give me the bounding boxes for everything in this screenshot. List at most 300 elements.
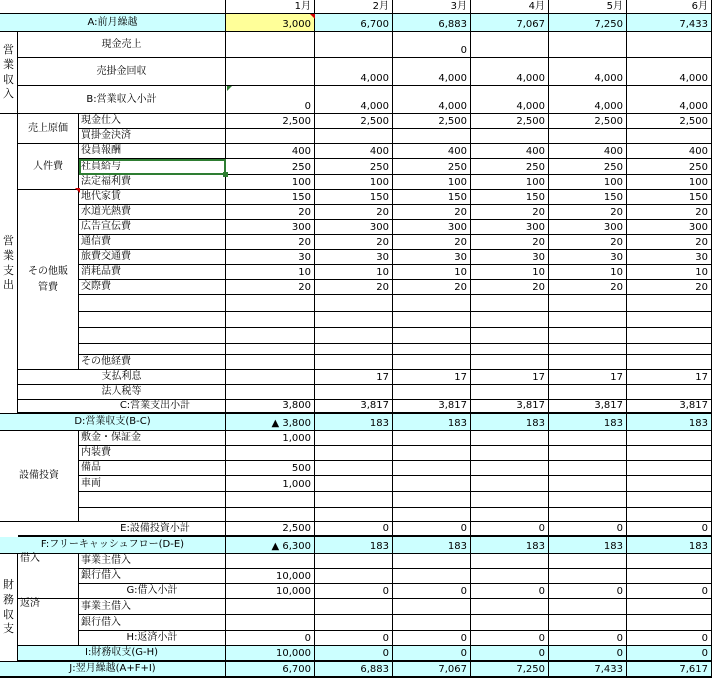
cell-repay_bank-m2[interactable] xyxy=(315,615,393,631)
cell-B-m3[interactable]: 4,000 xyxy=(393,86,471,114)
row-label-G: G:借入小計 xyxy=(79,584,226,599)
cell-A-m2[interactable]: 6,700 xyxy=(315,14,393,32)
row-label-C: C:営業支出小計 xyxy=(18,400,226,414)
row-label-vehicle: 車両 xyxy=(79,476,226,492)
cell-ap-m3[interactable] xyxy=(393,129,471,144)
cell-equipment-m4[interactable] xyxy=(471,461,549,476)
cell-B-m6[interactable]: 4,000 xyxy=(627,86,712,114)
cell-blank5-m1[interactable] xyxy=(226,492,315,508)
cell-ads-m2[interactable]: 300 xyxy=(315,220,393,235)
cell-B-m2[interactable]: 4,000 xyxy=(315,86,393,114)
cell-ar-m3[interactable]: 4,000 xyxy=(393,58,471,86)
cell-G-m4[interactable]: 0 xyxy=(471,584,549,599)
row-label-enter: 交際費 xyxy=(79,280,226,295)
cell-E-m5[interactable]: 0 xyxy=(549,522,627,537)
cell-cash_sales-m3[interactable]: 0 xyxy=(393,32,471,58)
cell-borrow_owner-m5[interactable] xyxy=(549,554,627,569)
cell-cash_purchase-m6[interactable]: 2,500 xyxy=(627,114,712,129)
cell-comm-m5[interactable]: 20 xyxy=(549,235,627,250)
cell-equipment-m1[interactable]: 500 xyxy=(226,461,315,476)
row-label-ar: 売掛金回収 xyxy=(18,58,226,86)
cell-B-m4[interactable]: 4,000 xyxy=(471,86,549,114)
cell-enter-m4[interactable]: 20 xyxy=(471,280,549,295)
cell-blank2-m5[interactable] xyxy=(549,312,627,328)
cell-H-m5[interactable]: 0 xyxy=(549,631,627,646)
row-label-H: H:返済小計 xyxy=(79,631,226,646)
group-cost-of-sales: 売上原価 xyxy=(18,114,79,144)
cell-rent-m5[interactable]: 150 xyxy=(549,190,627,205)
cell-repay_bank-m3[interactable] xyxy=(393,615,471,631)
cell-blank1-m3[interactable] xyxy=(393,295,471,312)
cell-interior-m3[interactable] xyxy=(393,446,471,461)
row-label-comm: 通信費 xyxy=(79,235,226,250)
cell-borrow_owner-m6[interactable] xyxy=(627,554,712,569)
cell-G-m3[interactable]: 0 xyxy=(393,584,471,599)
row-label-I: I:財務収支(G-H) xyxy=(18,646,226,662)
cell-ap-m2[interactable] xyxy=(315,129,393,144)
cell-director-m2[interactable]: 400 xyxy=(315,144,393,159)
cell-borrow_owner-m1[interactable] xyxy=(226,554,315,569)
cell-blank6-m3[interactable] xyxy=(393,508,471,522)
cell-ads-m1[interactable]: 300 xyxy=(226,220,315,235)
cell-C-m1[interactable]: 3,800 xyxy=(226,400,315,414)
cell-borrow_owner-m4[interactable] xyxy=(471,554,549,569)
month-header-2: 2月 xyxy=(315,0,393,14)
cell-welfare-m2[interactable]: 100 xyxy=(315,175,393,190)
cell-borrow_owner-m2[interactable] xyxy=(315,554,393,569)
cell-ap-m6[interactable] xyxy=(627,129,712,144)
cell-salary-m3[interactable]: 250 xyxy=(393,159,471,175)
comment-indicator-icon[interactable] xyxy=(75,188,80,193)
row-label-interest: 支払利息 xyxy=(18,370,226,385)
cell-E-m4[interactable]: 0 xyxy=(471,522,549,537)
row-label-blank xyxy=(79,328,226,344)
cell-tax-m3[interactable] xyxy=(393,385,471,400)
cell-interest-m4[interactable]: 17 xyxy=(471,370,549,385)
cell-J-m6[interactable]: 7,617 xyxy=(627,662,712,678)
cell-H-m4[interactable]: 0 xyxy=(471,631,549,646)
cell-I-m4[interactable]: 0 xyxy=(471,646,549,662)
cell-tax-m5[interactable] xyxy=(549,385,627,400)
cell-enter-m1[interactable]: 20 xyxy=(226,280,315,295)
cell-borrow_bank-m5[interactable] xyxy=(549,569,627,584)
cell-blank5-m3[interactable] xyxy=(393,492,471,508)
cell-tax-m4[interactable] xyxy=(471,385,549,400)
cell-D-m1[interactable]: ▲ 3,800 xyxy=(226,414,315,431)
cell-D-m2[interactable]: 183 xyxy=(315,414,393,431)
cell-I-m1[interactable]: 10,000 xyxy=(226,646,315,662)
cell-blank1-m4[interactable] xyxy=(471,295,549,312)
cell-blank2-m1[interactable] xyxy=(226,312,315,328)
cell-ar-m5[interactable]: 4,000 xyxy=(549,58,627,86)
cell-blank6-m6[interactable] xyxy=(627,508,712,522)
row-label-rent: 地代家賃 xyxy=(79,190,226,205)
group-financial: 財 務 収 支 xyxy=(0,554,18,662)
cell-comm-m1[interactable]: 20 xyxy=(226,235,315,250)
cell-G-m6[interactable]: 0 xyxy=(627,584,712,599)
cell-G-m1[interactable]: 10,000 xyxy=(226,584,315,599)
row-label-equipment: 備品 xyxy=(79,461,226,476)
cell-salary-m5[interactable]: 250 xyxy=(549,159,627,175)
cell-supplies-m1[interactable]: 10 xyxy=(226,265,315,280)
cell-F-m5[interactable]: 183 xyxy=(549,537,627,554)
cell-travel-m1[interactable]: 30 xyxy=(226,250,315,265)
cell-blank1-m1[interactable] xyxy=(226,295,315,312)
cell-J-m3[interactable]: 7,067 xyxy=(393,662,471,678)
cell-A-m5[interactable]: 7,250 xyxy=(549,14,627,32)
cell-blank6-m1[interactable] xyxy=(226,508,315,522)
cell-E-m2[interactable]: 0 xyxy=(315,522,393,537)
cell-repay_owner-m1[interactable] xyxy=(226,599,315,615)
row-label-blank xyxy=(79,344,226,355)
cell-travel-m5[interactable]: 30 xyxy=(549,250,627,265)
cell-supplies-m5[interactable]: 10 xyxy=(549,265,627,280)
cell-repay_owner-m5[interactable] xyxy=(549,599,627,615)
group-borrow: 借入 xyxy=(18,554,79,599)
cell-utility-m1[interactable]: 20 xyxy=(226,205,315,220)
row-label-D: D:営業収支(B-C) xyxy=(0,414,226,431)
cell-salary-m4[interactable]: 250 xyxy=(471,159,549,175)
row-label-A: A:前月繰越 xyxy=(0,14,226,32)
row-label-repay_owner: 事業主借入 xyxy=(79,599,226,615)
cell-tax-m6[interactable] xyxy=(627,385,712,400)
cell-D-m6[interactable]: 183 xyxy=(627,414,712,431)
cell-A-m4[interactable]: 7,067 xyxy=(471,14,549,32)
cell-tax-m1[interactable] xyxy=(226,385,315,400)
row-label-blank xyxy=(79,312,226,328)
cell-cash_purchase-m3[interactable]: 2,500 xyxy=(393,114,471,129)
cell-deposit-m5[interactable] xyxy=(549,431,627,446)
cell-other-m4[interactable] xyxy=(471,355,549,370)
row-label-travel: 旅費交通費 xyxy=(79,250,226,265)
cell-H-m6[interactable]: 0 xyxy=(627,631,712,646)
cell-ap-m4[interactable] xyxy=(471,129,549,144)
cell-other-m5[interactable] xyxy=(549,355,627,370)
cell-supplies-m3[interactable]: 10 xyxy=(393,265,471,280)
cell-blank6-m4[interactable] xyxy=(471,508,549,522)
cell-other-m6[interactable] xyxy=(627,355,712,370)
cell-borrow_bank-m4[interactable] xyxy=(471,569,549,584)
cell-blank3-m5[interactable] xyxy=(549,328,627,344)
cell-vehicle-m1[interactable]: 1,000 xyxy=(226,476,315,492)
cell-repay_bank-m4[interactable] xyxy=(471,615,549,631)
cell-travel-m2[interactable]: 30 xyxy=(315,250,393,265)
cell-F-m2[interactable]: 183 xyxy=(315,537,393,554)
cell-supplies-m6[interactable]: 10 xyxy=(627,265,712,280)
cell-blank5-m2[interactable] xyxy=(315,492,393,508)
cell-repay_owner-m4[interactable] xyxy=(471,599,549,615)
cell-interior-m5[interactable] xyxy=(549,446,627,461)
cell-vehicle-m5[interactable] xyxy=(549,476,627,492)
cell-J-m1[interactable]: 6,700 xyxy=(226,662,315,678)
cell-comm-m6[interactable]: 20 xyxy=(627,235,712,250)
comment-indicator-icon[interactable] xyxy=(310,14,315,19)
cell-welfare-m5[interactable]: 100 xyxy=(549,175,627,190)
row-label-blank xyxy=(79,508,226,522)
cell-cash_purchase-m5[interactable]: 2,500 xyxy=(549,114,627,129)
cell-H-m3[interactable]: 0 xyxy=(393,631,471,646)
cell-B-m5[interactable]: 4,000 xyxy=(549,86,627,114)
cell-F-m3[interactable]: 183 xyxy=(393,537,471,554)
row-label-welfare: 法定福利費 xyxy=(79,175,226,190)
cell-F-m1[interactable]: ▲ 6,300 xyxy=(226,537,315,554)
cell-enter-m2[interactable]: 20 xyxy=(315,280,393,295)
cell-comm-m2[interactable]: 20 xyxy=(315,235,393,250)
cell-D-m5[interactable]: 183 xyxy=(549,414,627,431)
cell-C-m6[interactable]: 3,817 xyxy=(627,400,712,414)
cell-H-m2[interactable]: 0 xyxy=(315,631,393,646)
cell-H-m1[interactable]: 0 xyxy=(226,631,315,646)
cell-repay_owner-m2[interactable] xyxy=(315,599,393,615)
cell-E-m3[interactable]: 0 xyxy=(393,522,471,537)
cell-other-m2[interactable] xyxy=(315,355,393,370)
cell-supplies-m4[interactable]: 10 xyxy=(471,265,549,280)
cell-interior-m1[interactable] xyxy=(226,446,315,461)
cell-cash_sales-m4[interactable] xyxy=(471,32,549,58)
cell-repay_bank-m6[interactable] xyxy=(627,615,712,631)
cell-salary-m1[interactable]: 250 xyxy=(226,159,315,175)
cell-G-m2[interactable]: 0 xyxy=(315,584,393,599)
cell-cash_sales-m1[interactable] xyxy=(226,32,315,58)
cell-deposit-m2[interactable] xyxy=(315,431,393,446)
cell-blank3-m4[interactable] xyxy=(471,328,549,344)
cell-vehicle-m4[interactable] xyxy=(471,476,549,492)
cell-ads-m6[interactable]: 300 xyxy=(627,220,712,235)
month-header-3: 3月 xyxy=(393,0,471,14)
cell-vehicle-m6[interactable] xyxy=(627,476,712,492)
cell-blank4-m5[interactable] xyxy=(549,344,627,355)
cell-ar-m4[interactable]: 4,000 xyxy=(471,58,549,86)
cell-repay_owner-m3[interactable] xyxy=(393,599,471,615)
cell-blank3-m6[interactable] xyxy=(627,328,712,344)
cell-rent-m4[interactable]: 150 xyxy=(471,190,549,205)
cell-blank4-m2[interactable] xyxy=(315,344,393,355)
row-label-borrow_bank: 銀行借入 xyxy=(79,569,226,584)
cell-cash_purchase-m4[interactable]: 2,500 xyxy=(471,114,549,129)
row-label-J: J:翌月繰越(A+F+I) xyxy=(0,662,226,678)
cell-enter-m5[interactable]: 20 xyxy=(549,280,627,295)
cell-borrow_bank-m3[interactable] xyxy=(393,569,471,584)
cell-blank4-m4[interactable] xyxy=(471,344,549,355)
cell-welfare-m3[interactable]: 100 xyxy=(393,175,471,190)
error-indicator-icon[interactable] xyxy=(227,86,232,91)
cell-blank6-m5[interactable] xyxy=(549,508,627,522)
cell-utility-m2[interactable]: 20 xyxy=(315,205,393,220)
cell-blank1-m5[interactable] xyxy=(549,295,627,312)
row-label-borrow_owner: 事業主借入 xyxy=(79,554,226,569)
cell-borrow_bank-m2[interactable] xyxy=(315,569,393,584)
cell-repay_bank-m5[interactable] xyxy=(549,615,627,631)
cell-enter-m3[interactable]: 20 xyxy=(393,280,471,295)
cell-I-m5[interactable]: 0 xyxy=(549,646,627,662)
cell-cash_sales-m6[interactable] xyxy=(627,32,712,58)
group-other-admin: その他販 管費 xyxy=(18,190,79,370)
cell-comm-m3[interactable]: 20 xyxy=(393,235,471,250)
cell-blank1-m6[interactable] xyxy=(627,295,712,312)
cell-ap-m5[interactable] xyxy=(549,129,627,144)
cell-equipment-m3[interactable] xyxy=(393,461,471,476)
cell-utility-m5[interactable]: 20 xyxy=(549,205,627,220)
cell-travel-m4[interactable]: 30 xyxy=(471,250,549,265)
cell-director-m6[interactable]: 400 xyxy=(627,144,712,159)
cell-E-m1[interactable]: 2,500 xyxy=(226,522,315,537)
cell-ar-m6[interactable]: 4,000 xyxy=(627,58,712,86)
cell-travel-m6[interactable]: 30 xyxy=(627,250,712,265)
row-label-salary: 社員給与 xyxy=(79,159,226,175)
cell-E-m6[interactable]: 0 xyxy=(627,522,712,537)
cell-F-m4[interactable]: 183 xyxy=(471,537,549,554)
row-label-E: E:設備投資小計 xyxy=(18,522,226,537)
cell-blank6-m2[interactable] xyxy=(315,508,393,522)
row-label-director: 役員報酬 xyxy=(79,144,226,159)
cell-ar-m1[interactable] xyxy=(226,58,315,86)
cell-B-m1[interactable]: 0 xyxy=(226,86,315,114)
cell-A-m6[interactable]: 7,433 xyxy=(627,14,712,32)
cell-equipment-m2[interactable] xyxy=(315,461,393,476)
row-label-F: F:フリーキャッシュフロー(D-E) xyxy=(0,537,226,554)
cell-ap-m1[interactable] xyxy=(226,129,315,144)
cell-blank2-m2[interactable] xyxy=(315,312,393,328)
cell-blank4-m3[interactable] xyxy=(393,344,471,355)
cell-ads-m3[interactable]: 300 xyxy=(393,220,471,235)
cell-equipment-m5[interactable] xyxy=(549,461,627,476)
cell-director-m3[interactable]: 400 xyxy=(393,144,471,159)
row-label-blank xyxy=(79,295,226,312)
cell-director-m4[interactable]: 400 xyxy=(471,144,549,159)
cell-deposit-m6[interactable] xyxy=(627,431,712,446)
row-label-blank xyxy=(79,492,226,508)
cell-D-m3[interactable]: 183 xyxy=(393,414,471,431)
row-label-ap: 買掛金決済 xyxy=(79,129,226,144)
row-label-B: B:営業収入小計 xyxy=(18,86,226,114)
cell-blank4-m1[interactable] xyxy=(226,344,315,355)
row-label-tax: 法人税等 xyxy=(18,385,226,400)
cell-blank2-m6[interactable] xyxy=(627,312,712,328)
cell-other-m3[interactable] xyxy=(393,355,471,370)
cell-blank1-m2[interactable] xyxy=(315,295,393,312)
cell-rent-m1[interactable]: 150 xyxy=(226,190,315,205)
cell-F-m6[interactable]: 183 xyxy=(627,537,712,554)
cell-J-m2[interactable]: 6,883 xyxy=(315,662,393,678)
cell-blank5-m6[interactable] xyxy=(627,492,712,508)
cell-vehicle-m3[interactable] xyxy=(393,476,471,492)
cell-blank2-m4[interactable] xyxy=(471,312,549,328)
month-header-4: 4月 xyxy=(471,0,549,14)
cell-borrow_owner-m3[interactable] xyxy=(393,554,471,569)
cell-interior-m4[interactable] xyxy=(471,446,549,461)
cell-welfare-m4[interactable]: 100 xyxy=(471,175,549,190)
cell-deposit-m3[interactable] xyxy=(393,431,471,446)
row-label-other: その他経費 xyxy=(79,355,226,370)
cell-interest-m5[interactable]: 17 xyxy=(549,370,627,385)
month-header-1: 1月 xyxy=(226,0,315,14)
cell-travel-m3[interactable]: 30 xyxy=(393,250,471,265)
cell-I-m6[interactable]: 0 xyxy=(627,646,712,662)
cell-salary-m2[interactable]: 250 xyxy=(315,159,393,175)
cell-utility-m4[interactable]: 20 xyxy=(471,205,549,220)
cell-blank4-m6[interactable] xyxy=(627,344,712,355)
cell-blank5-m4[interactable] xyxy=(471,492,549,508)
cell-blank3-m3[interactable] xyxy=(393,328,471,344)
cell-interior-m2[interactable] xyxy=(315,446,393,461)
cell-I-m3[interactable]: 0 xyxy=(393,646,471,662)
group-operating-income: 営 業 収 入 xyxy=(0,32,18,114)
cell-interior-m6[interactable] xyxy=(627,446,712,461)
cell-A-m3[interactable]: 6,883 xyxy=(393,14,471,32)
cell-other-m1[interactable] xyxy=(226,355,315,370)
cell-interest-m2[interactable]: 17 xyxy=(315,370,393,385)
cell-deposit-m4[interactable] xyxy=(471,431,549,446)
cell-tax-m2[interactable] xyxy=(315,385,393,400)
cell-comm-m4[interactable]: 20 xyxy=(471,235,549,250)
cell-A-m1[interactable]: 3,000 xyxy=(226,14,315,32)
cell-C-m5[interactable]: 3,817 xyxy=(549,400,627,414)
cell-vehicle-m2[interactable] xyxy=(315,476,393,492)
cell-ads-m5[interactable]: 300 xyxy=(549,220,627,235)
cell-equipment-m6[interactable] xyxy=(627,461,712,476)
cell-blank5-m5[interactable] xyxy=(549,492,627,508)
cell-D-m4[interactable]: 183 xyxy=(471,414,549,431)
row-label-deposit: 敷金・保証金 xyxy=(79,431,226,446)
group-repay: 返済 xyxy=(18,599,79,646)
cell-rent-m3[interactable]: 150 xyxy=(393,190,471,205)
cell-C-m3[interactable]: 3,817 xyxy=(393,400,471,414)
cell-director-m1[interactable]: 400 xyxy=(226,144,315,159)
cell-interest-m6[interactable]: 17 xyxy=(627,370,712,385)
cell-J-m4[interactable]: 7,250 xyxy=(471,662,549,678)
cell-G-m5[interactable]: 0 xyxy=(549,584,627,599)
cell-rent-m2[interactable]: 150 xyxy=(315,190,393,205)
cell-cash_sales-m5[interactable] xyxy=(549,32,627,58)
cell-repay_owner-m6[interactable] xyxy=(627,599,712,615)
cell-ads-m4[interactable]: 300 xyxy=(471,220,549,235)
cell-I-m2[interactable]: 0 xyxy=(315,646,393,662)
cell-cash_purchase-m1[interactable]: 2,500 xyxy=(226,114,315,129)
row-label-repay_bank: 銀行借入 xyxy=(79,615,226,631)
cell-ar-m2[interactable]: 4,000 xyxy=(315,58,393,86)
cell-rent-m6[interactable]: 150 xyxy=(627,190,712,205)
group-capex: 設備投資 xyxy=(0,431,79,522)
cell-borrow_bank-m6[interactable] xyxy=(627,569,712,584)
cell-welfare-m1[interactable]: 100 xyxy=(226,175,315,190)
cell-deposit-m1[interactable]: 1,000 xyxy=(226,431,315,446)
cell-welfare-m6[interactable]: 100 xyxy=(627,175,712,190)
cell-salary-m6[interactable]: 250 xyxy=(627,159,712,175)
cell-C-m2[interactable]: 3,817 xyxy=(315,400,393,414)
cell-utility-m6[interactable]: 20 xyxy=(627,205,712,220)
cell-borrow_bank-m1[interactable]: 10,000 xyxy=(226,569,315,584)
cell-blank3-m2[interactable] xyxy=(315,328,393,344)
cell-director-m5[interactable]: 400 xyxy=(549,144,627,159)
cell-blank3-m1[interactable] xyxy=(226,328,315,344)
group-personnel: 人件費 xyxy=(18,144,79,190)
cell-C-m4[interactable]: 3,817 xyxy=(471,400,549,414)
cell-enter-m6[interactable]: 20 xyxy=(627,280,712,295)
cell-interest-m3[interactable]: 17 xyxy=(393,370,471,385)
cell-interest-m1[interactable] xyxy=(226,370,315,385)
month-header-6: 6月 xyxy=(627,0,712,14)
row-label-ads: 広告宣伝費 xyxy=(79,220,226,235)
cell-cash_sales-m2[interactable] xyxy=(315,32,393,58)
cell-J-m5[interactable]: 7,433 xyxy=(549,662,627,678)
row-label-cash_sales: 現金売上 xyxy=(18,32,226,58)
cell-blank2-m3[interactable] xyxy=(393,312,471,328)
cell-repay_bank-m1[interactable] xyxy=(226,615,315,631)
cell-supplies-m2[interactable]: 10 xyxy=(315,265,393,280)
cell-cash_purchase-m2[interactable]: 2,500 xyxy=(315,114,393,129)
row-label-interior: 内装費 xyxy=(79,446,226,461)
cell-utility-m3[interactable]: 20 xyxy=(393,205,471,220)
